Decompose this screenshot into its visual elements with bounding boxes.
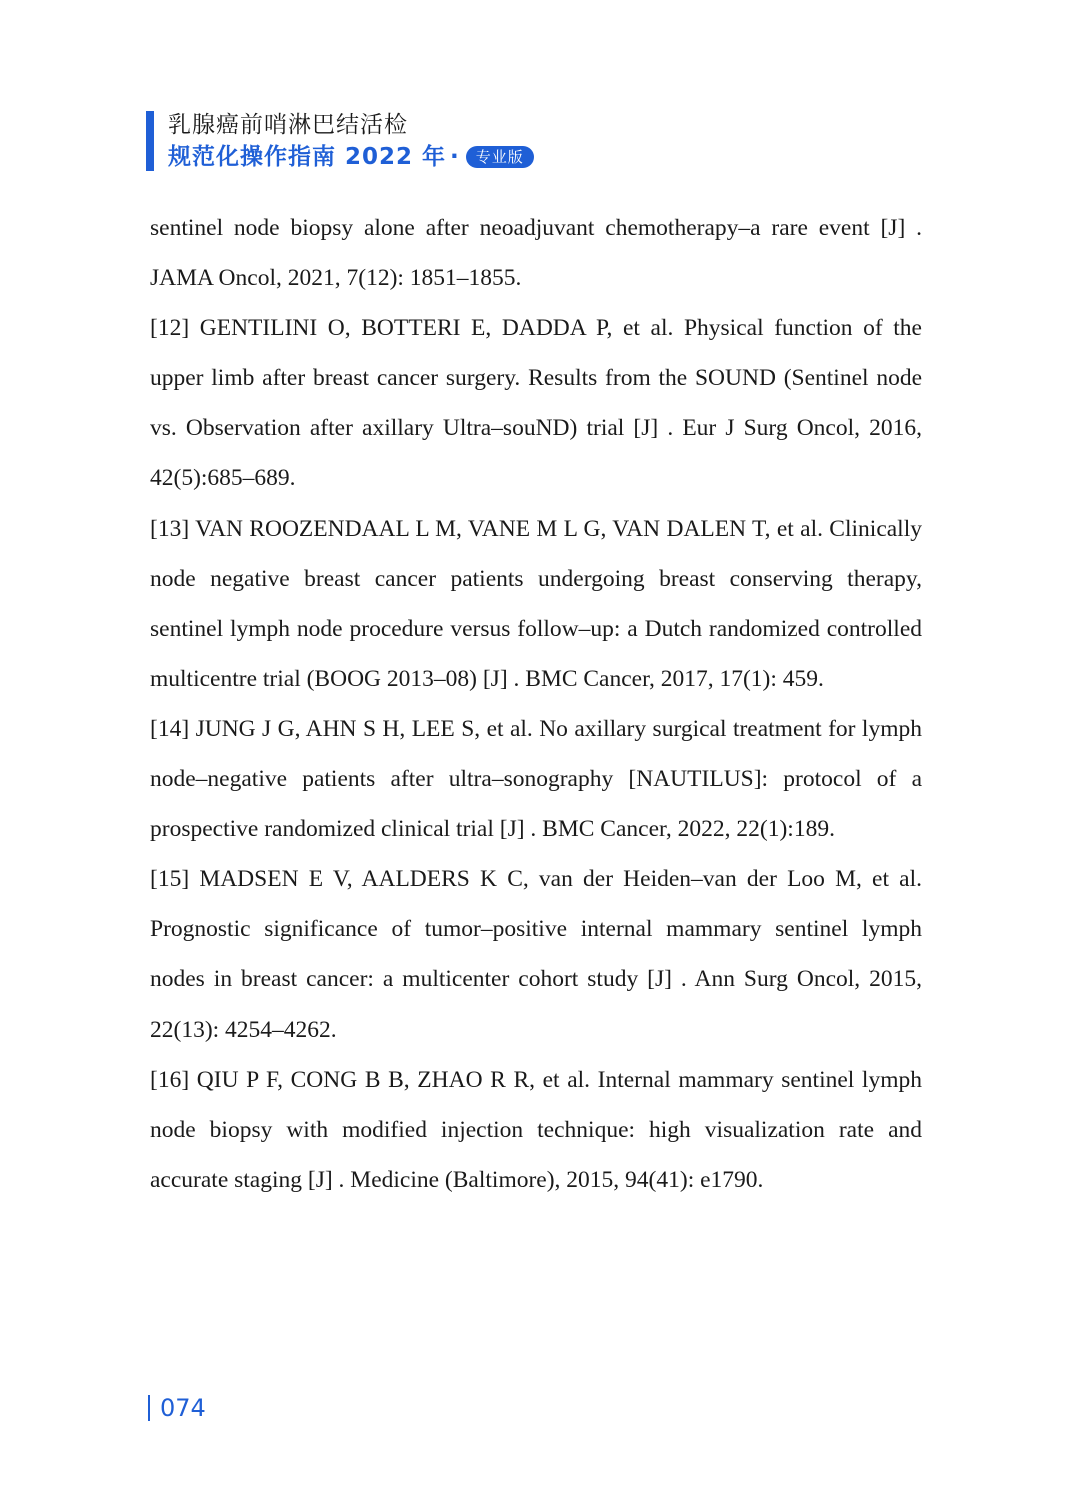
- reference-item: [15] MADSEN E V, AALDERS K C, van der Heiden–van der Loo M, et al. Prognostic significance of tumor–positive internal mammary sentinel lymph nodes in breast cancer: a multicenter cohort study [J] . Ann Surg Oncol, 2015, 22(13): 4254–4262.: [150, 866, 922, 1043]
- running-header: [146, 111, 534, 171]
- edition-badge: 专业版: [466, 146, 534, 168]
- page-footer: [148, 1394, 206, 1422]
- book-title-line2-row: [168, 143, 534, 171]
- page-number: 074: [160, 1394, 206, 1422]
- reference-item: [14] JUNG J G, AHN S H, LEE S, et al. No axillary surgical treatment for lymph node–negative patients after ultra–sonography [NAUTILUS]: protocol of a prospective randomized clinical trial [J] . BMC Cancer, 2022, 22(1):189.: [150, 715, 922, 843]
- reference-list: [150, 203, 922, 1205]
- book-title-line1: 乳腺癌前哨淋巴结活检: [168, 112, 408, 138]
- footer-accent-bar: [148, 1395, 150, 1421]
- reference-item: [16] QIU P F, CONG B B, ZHAO R R, et al. Internal mammary sentinel lymph node biopsy with modified injection technique: high visualization rate and accurate staging [J] . Medicine (Baltimore), 2015, 94(41): e1790.: [150, 1066, 922, 1193]
- header-title-block: [168, 111, 534, 171]
- header-accent-bar: [146, 111, 154, 171]
- reference-item: [13] VAN ROOZENDAAL L M, VANE M L G, VAN DALEN T, et al. Clinically node negative breast cancer patients undergoing breast conserving therapy, sentinel lymph node procedure versus follow–up: a Dutch randomized controlled multicentre trial (BOOG 2013–08) [J] . BMC Cancer, 2017, 17(1): 459.: [150, 515, 922, 692]
- book-title-line2: 规范化操作指南 2022 年: [168, 144, 447, 170]
- reference-item: [12] GENTILINI O, BOTTERI E, DADDA P, et al. Physical function of the upper limb after breast cancer surgery. Results from the SOUND (Sentinel node vs. Observation after axillary Ultra–souND) trial [J] . Eur J Surg Oncol, 2016, 42(5):685–689.: [150, 315, 922, 492]
- reference-item: sentinel node biopsy alone after neoadjuvant chemotherapy–a rare event [J] . JAMA Oncol, 2021, 7(12): 1851–1855.: [150, 215, 922, 292]
- title-separator: ·: [450, 144, 460, 170]
